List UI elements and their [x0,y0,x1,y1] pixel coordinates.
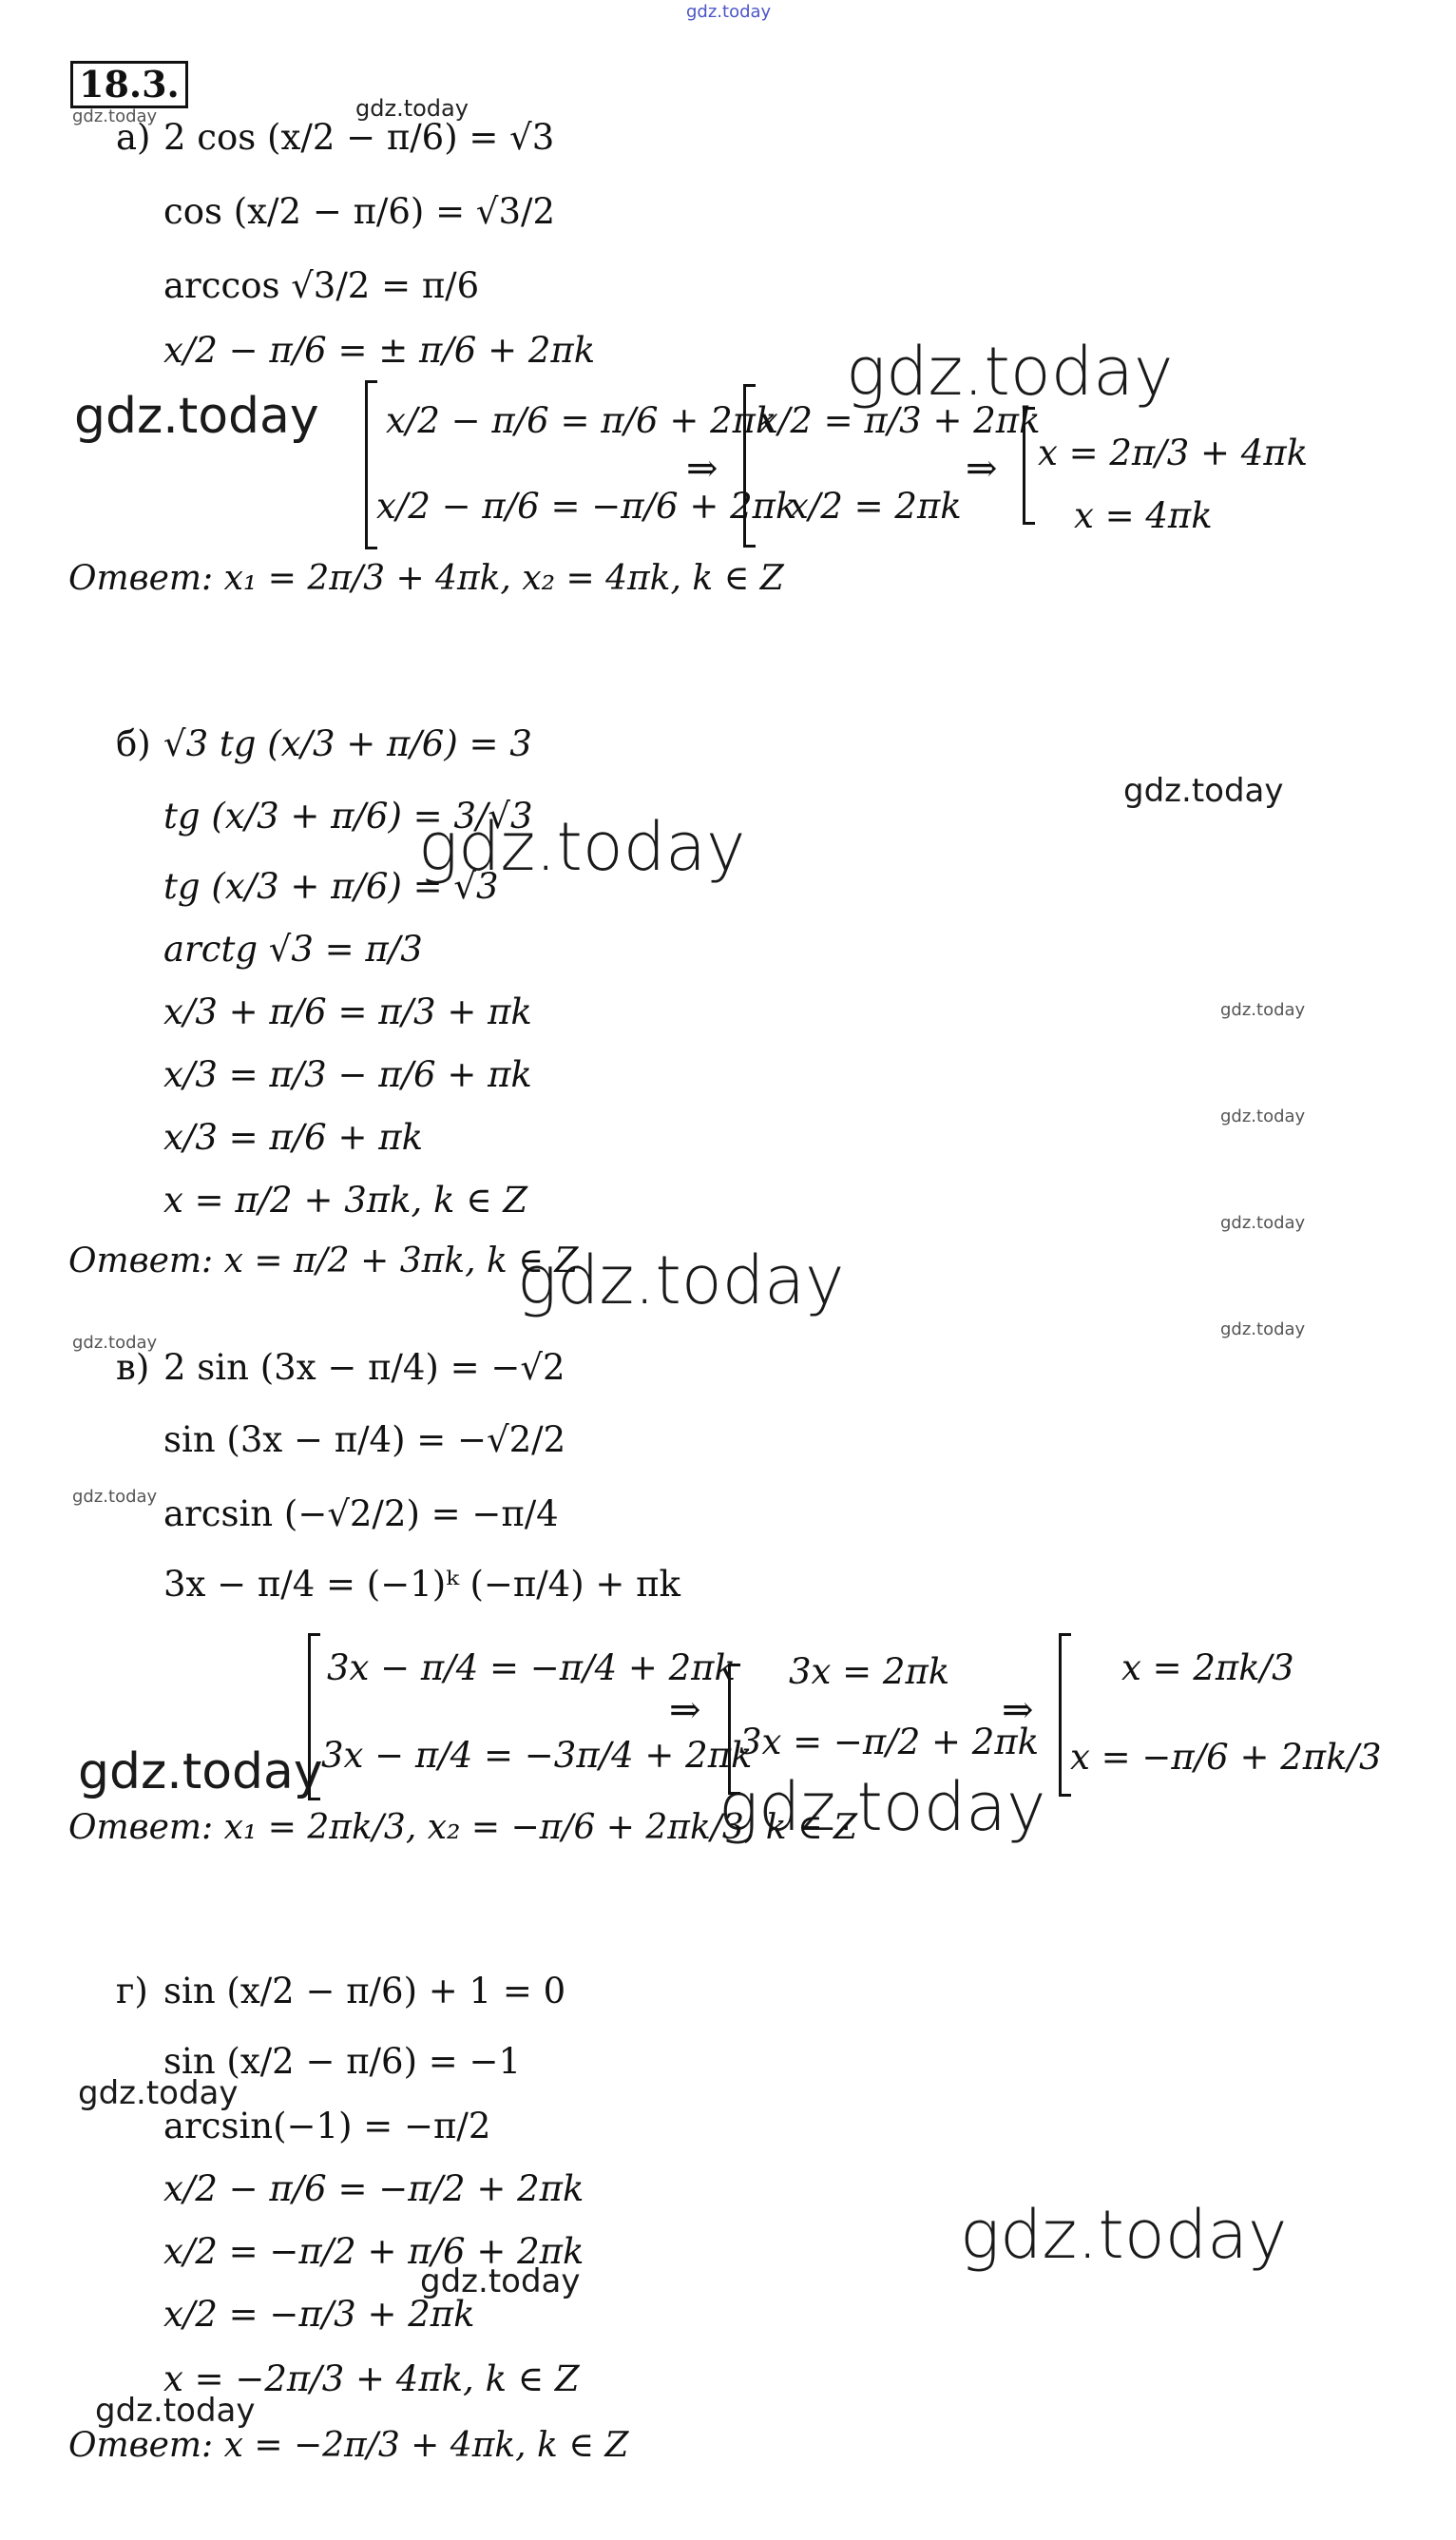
part-g-line-3: arcsin(−1) = −π/2 [163,2106,491,2146]
part-v-line-2: sin (3x − π/4) = −√2/2 [163,1419,566,1460]
watermark: gdz.today [1123,772,1284,810]
part-b-line-2: tg (x/3 + π/6) = 3/√3 [163,796,533,837]
part-v-system-3b: x = −π/6 + 2πk/3 [1070,1737,1382,1778]
implies-arrow: ⇒ [1002,1688,1034,1732]
part-b-line-4: arctg √3 = π/3 [163,929,423,970]
part-b-line-5: x/3 + π/6 = π/3 + πk [163,991,532,1032]
part-g-line-1: sin (x/2 − π/6) + 1 = 0 [163,1971,566,2011]
watermark: gdz.today [1220,1000,1306,1020]
part-g-line-2: sin (x/2 − π/6) = −1 [163,2041,522,2082]
part-a-system-3a: x = 2π/3 + 4πk [1038,433,1309,473]
watermark-top: gdz.today [686,2,772,22]
part-v-label: в) [116,1347,150,1388]
part-g-line-5: x/2 = −π/2 + π/6 + 2πk [163,2231,584,2272]
part-a-system-2b: x/2 = 2πk [789,486,962,527]
part-a-label: а) [116,117,151,158]
part-v-system-1a: 3x − π/4 = −π/4 + 2πk [327,1647,736,1688]
part-v-line-3: arcsin (−√2/2) = −π/4 [163,1493,559,1534]
part-v-system-1b: 3x − π/4 = −3π/4 + 2πk [321,1735,753,1776]
part-g-answer: Ответ: x = −2π/3 + 4πk, k ∈ Z [68,2426,629,2465]
watermark: gdz.today [960,2196,1288,2274]
task-number: 18.3. [70,61,188,108]
part-g-line-4: x/2 − π/6 = −π/2 + 2πk [163,2168,584,2209]
part-b-line-8: x = π/2 + 3πk, k ∈ Z [163,1180,528,1221]
part-g-line-7: x = −2π/3 + 4πk, k ∈ Z [163,2358,580,2399]
part-v-system-2a: 3x = 2πk [789,1651,950,1692]
part-a-answer: Ответ: x₁ = 2π/3 + 4πk, x₂ = 4πk, k ∈ Z [68,559,784,598]
implies-arrow: ⇒ [669,1688,701,1732]
watermark: gdz.today [1220,1319,1306,1339]
part-a-system-2a: x/2 = π/3 + 2πk [758,400,1041,441]
watermark: gdz.today [355,95,469,122]
part-a-line-3: arccos √3/2 = π/6 [163,265,480,306]
part-a-line-1: 2 cos (x/2 − π/6) = √3 [163,117,555,158]
part-a-line-2: cos (x/2 − π/6) = √3/2 [163,191,555,232]
part-g-line-6: x/2 = −π/3 + 2πk [163,2294,475,2335]
part-a-system-1b: x/2 − π/6 = −π/6 + 2πk [376,486,797,527]
part-v-answer: Ответ: x₁ = 2πk/3, x₂ = −π/6 + 2πk/3, k ∈ Z [68,1808,858,1847]
watermark: gdz.today [1220,1106,1306,1126]
part-a-system-bracket-3 [1023,407,1035,525]
watermark: gdz.today [72,1333,158,1353]
watermark: gdz.today [72,1487,158,1507]
watermark: gdz.today [1220,1213,1306,1233]
watermark: gdz.today [420,2262,581,2300]
implies-arrow: ⇒ [686,447,718,491]
part-b-answer: Ответ: x = π/2 + 3πk, k ∈ Z [68,1241,579,1280]
part-b-line-1: √3 tg (x/3 + π/6) = 3 [163,723,532,764]
part-a-system-bracket-2 [743,384,756,548]
part-b-label: б) [116,723,151,764]
part-a-system-3b: x = 4πk [1074,495,1213,536]
watermark: gdz.today [78,2074,239,2112]
watermark: gdz.today [95,2392,256,2430]
watermark: gdz.today [74,388,319,445]
watermark: gdz.today [517,1241,845,1319]
part-a-line-4: x/2 − π/6 = ± π/6 + 2πk [163,330,596,371]
part-b-line-6: x/3 = π/3 − π/6 + πk [163,1054,532,1095]
part-v-system-3a: x = 2πk/3 [1121,1647,1294,1688]
part-a-system-1a: x/2 − π/6 = π/6 + 2πk [386,400,777,441]
part-b-line-7: x/3 = π/6 + πk [163,1117,423,1158]
part-v-system-bracket-1 [308,1633,320,1800]
part-b-line-3: tg (x/3 + π/6) = √3 [163,866,499,907]
implies-arrow: ⇒ [966,447,998,491]
part-v-system-2b: 3x = −π/2 + 2πk [739,1722,1040,1762]
watermark: gdz.today [78,1743,323,1800]
part-v-line-1: 2 sin (3x − π/4) = −√2 [163,1347,565,1388]
part-v-line-4: 3x − π/4 = (−1)ᵏ (−π/4) + πk [163,1564,680,1605]
watermark: gdz.today [72,106,158,126]
watermark: gdz.today [846,333,1174,411]
watermark: gdz.today [718,1768,1046,1846]
part-g-label: г) [116,1971,148,2011]
watermark: gdz.today [418,808,746,886]
